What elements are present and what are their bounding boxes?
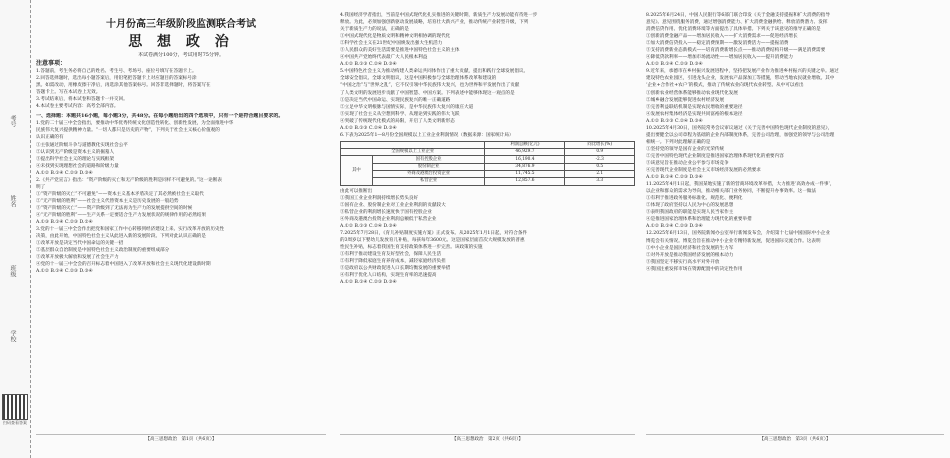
table-header-cell bbox=[341, 141, 485, 148]
table-cell: 全国规模以上工业企业 bbox=[341, 149, 485, 156]
text-line: 全球安全倡议、全球文明倡议，这是中国积极参与全球治理体系改革和建设的 bbox=[340, 76, 497, 82]
text-line: ①是决定当代中国命运、实现民族复兴的唯一正确道路 bbox=[340, 97, 451, 103]
table-group-cell: 其中 bbox=[341, 156, 373, 185]
text-line: 12.2025年6月13日，国务院新闻办公室举行新闻发布会，介绍第十七届中国国际中小企业 bbox=[646, 231, 830, 237]
text-line: ③私营企业的利润增长速度快于国有控股企业 bbox=[340, 209, 432, 215]
text-line: 认识正确的有 bbox=[36, 135, 64, 141]
table-cell: 股份制企业 bbox=[372, 163, 485, 170]
text-line: 消费信贷作用、优化消费环境等方面提出了具体举措。下列关于该意见的推导正确的是 bbox=[646, 27, 821, 33]
text-line: 4.本试卷主要考试内容：高考全部内容。 bbox=[36, 104, 119, 110]
text-line: 由此可以推断出 bbox=[340, 188, 373, 194]
qr-code-image bbox=[2, 394, 28, 420]
text-line: ④发展农村集体经济是实现共同富裕的根本途径 bbox=[646, 111, 743, 117]
text-line: ③“资产阶级的灭亡”——资产阶级到了无法再为生产力的发展提供空间的时候 bbox=[36, 205, 193, 211]
text-line: 明了 bbox=[36, 184, 46, 190]
text-line: ②完善中国特色现代企业制度是推进国家治理体系现代化的重要内容 bbox=[646, 153, 784, 159]
text-line: 6.下表为2025年1—8月份全国规模以上工业企业利润情况（数据来源：国家统计局） bbox=[340, 132, 514, 138]
text-line: A.①② B.①④ C.②③ D.③④ bbox=[646, 175, 703, 181]
table-cell: 16,190.4 bbox=[485, 156, 565, 163]
text-line: ③表明我国政府的职能是实现人民当家作主 bbox=[646, 210, 734, 216]
text-line: A.①② B.①③ C.②④ D.③④ bbox=[340, 223, 397, 229]
text-line: ④外商及港澳台投资企业利润总额低于私营企业 bbox=[340, 216, 437, 222]
text-line: “中国之治”与“世界之乱”，它不仅引领中华民族伟大复兴，也为世界和平发展作出了贡献 bbox=[340, 83, 520, 89]
table-cell: 2.1 bbox=[565, 171, 635, 178]
margin-label-name: 姓名 bbox=[9, 195, 16, 207]
text-line: 11.2025年4月1日起，我国某地实施了新的营商环境改革举措，大力推进‘高效办成一件事’， bbox=[646, 182, 835, 188]
table-cell: 11,745.5 bbox=[485, 171, 565, 178]
text-line: 决策，由此开始，中国特色社会主义从此进入新的发展阶段。下列对此认识正确的是 bbox=[36, 234, 206, 240]
notice-list bbox=[36, 68, 326, 110]
text-line: 释放。为此，必须加强创新驱动发展战略，培育壮大新兴产业，推动传统产业转型升级，下列 bbox=[340, 20, 529, 26]
text-line: 1.党的二十届三中全会指出，要推动中华优秀传统文化创造性转化、创新性发展，为全面推进中华 bbox=[36, 121, 234, 127]
margin-label-id: 考号 bbox=[9, 115, 16, 127]
text-line: 3.党的十一届三中全会作出把党和国家工作中心转移到经济建设上来、实行改革开放的历史性 bbox=[36, 227, 225, 233]
margin-label-class: 班级 bbox=[9, 265, 16, 277]
table-header-cell: 利润总额(亿元) bbox=[485, 141, 565, 148]
text-line: ①有利于推动建设生育友好型社会，保障人民生活 bbox=[340, 252, 442, 258]
text-line: ④中国共产党始终代表最广大人民根本利益 bbox=[340, 55, 428, 61]
text-line: 关于新质生产力的说法，正确的是 bbox=[340, 27, 409, 33]
page-footer: 【高三思想政治 第1页（共6页）】 bbox=[36, 434, 326, 444]
text-line: A.①② B.①④ C.②③ D.③④ bbox=[36, 269, 93, 275]
table-cell: 0.9 bbox=[565, 149, 635, 156]
text-line: ④完善现代企业制度是社会主义市场经济发展的必然要求 bbox=[646, 168, 761, 174]
text-line: ②体现了政府坚持以人民为中心的发展思想 bbox=[646, 203, 734, 209]
section-heading: 一、选择题：本题共16小题，每小题3分，共48分。在每小题给出的四个选项中，只有一个是符合题目要求的。 bbox=[36, 113, 284, 120]
text-line: ‘企业+合作社+农户’的模式，推动了传统农业向现代农业转型。从中可以看出 bbox=[646, 83, 804, 89]
text-line: ①“资产阶级的灭亡”不可避免”——资本主义基本矛盾决定了其必然被社会主义取代 bbox=[36, 191, 204, 197]
qr-caption: 扫码查看答案 bbox=[3, 420, 27, 425]
text-line: 博览会有关情况。博览会旨在推动中小企业专精特新发展，促进国际交流合作。这表明 bbox=[646, 238, 821, 244]
text-line: ③我国坚定不移实行高水平对外开放 bbox=[646, 259, 720, 265]
text-line: ③改革开放极大解放和发展了社会生产力 bbox=[36, 255, 119, 261]
text-line: ④未找到实现理想社会的道路和阶级力量 bbox=[36, 163, 119, 169]
text-line: A.①② B.①④ C.②③ D.③④ bbox=[646, 224, 703, 230]
text-line: 10.2025年4月30日，国务院常务会议审议通过《关于完善中国特色现代企业制度的意见》， bbox=[646, 125, 833, 131]
text-line: 9.近年来，承德市在乡村振兴发展进程中，坚持把发展产业作为推进乡村振兴的关键之举。通过 bbox=[646, 69, 839, 75]
text-line: ③提出科学社会主义的理论与实践框架 bbox=[36, 156, 115, 162]
text-line: 民族伟大复兴提供精神力量。“一切人都只是历史的产物”，下列关于社会主义核心价值观的 bbox=[36, 128, 220, 134]
text-line: ④突破了传统现代化模式的局限，开启了人类文明新形态 bbox=[340, 118, 455, 124]
table-cell: 3.3 bbox=[565, 178, 635, 185]
table-cell: 34,876.9 bbox=[485, 163, 565, 170]
text-line: 性民生补贴，标志着我国生育支持政策体系进一步完善。该政策的实施 bbox=[340, 245, 483, 250]
text-line: ①创新消费金融产品——增加居民收入——扩大消费需求——促进经济增长 bbox=[646, 34, 798, 40]
exam-title: 十月份高三年级阶段监测联合考试 bbox=[106, 19, 256, 30]
text-line: 5.中国特色社会主义为推动构建人类命运共同体作出了重大贡献，提出和践行全球发展倡议、 bbox=[340, 69, 529, 75]
text-line: ②基层群众自治制度是中国特色社会主义政治制度的重要组成部分 bbox=[36, 248, 170, 254]
text-line: ④有利于优化人口结构，实现生育率的迅速提高 bbox=[340, 273, 437, 279]
text-line: 的3周岁以下婴幼儿发放育儿补贴，每孩每年3600元。这是国家层面首次大规模发放的普惠 bbox=[340, 237, 525, 243]
text-line: 2.《共产党宣言》指出：“资产阶级的灭亡和无产阶级的胜利是同样不可避免的。”这一论断表 bbox=[36, 177, 222, 183]
text-line: 4.我国经济学者指出，当前是中国式现代化扎实推进的关键时期，新质生产力发展动能有待进一步 bbox=[340, 13, 538, 18]
text-line: ③该意见旨在推动企业公平参与市场竞争 bbox=[646, 160, 729, 166]
subject-title: 思 想 政 治 bbox=[128, 34, 234, 50]
question-text bbox=[340, 188, 635, 287]
page-2 bbox=[340, 12, 635, 444]
question-text bbox=[646, 12, 944, 273]
text-line: 7.2025年7月28日，《育儿补贴制度实施方案》正式发布。从2025年1月1日起，对符合条件 bbox=[340, 230, 528, 236]
text-line: ②国有企业、股份制企业对工业企业利润的贡献较大 bbox=[340, 202, 446, 208]
text-line: 2.回答选择题时，选出每小题答案后，用铅笔把答题卡上对应题目的答案标号涂 bbox=[36, 76, 197, 82]
text-line: ②立足中华文明根脉与国情实际，是中华民族伟大复兴的康庄大道 bbox=[340, 104, 474, 110]
table-header-cell: 同比增长(%) bbox=[565, 141, 635, 148]
page-3 bbox=[646, 12, 944, 444]
text-line: ④“无产阶级的胜利”——生产关系一定要适合生产力发展状况的规律作用的必然结果 bbox=[36, 212, 207, 218]
text-line: ③人民群众的美好生活需要是推进中国特色社会主义的主体 bbox=[340, 48, 460, 54]
table-cell: 0.5 bbox=[565, 163, 635, 170]
table-cell: 12,857.6 bbox=[485, 178, 565, 185]
text-line: 了人类文明的发展进步贡献了中国智慧、中国方案。下列表述中能够体现这一观点的是 bbox=[340, 90, 515, 96]
text-line: ②对外开放是推动我国经济发展的根本动力 bbox=[646, 252, 734, 258]
text-line: ②科学社会主义在21世纪中国焕发出强大生机活力 bbox=[340, 41, 443, 47]
table-cell: 外商及港澳台投资企业 bbox=[372, 171, 485, 178]
margin-label-school: 学校 bbox=[9, 330, 16, 342]
table-cell: -2.3 bbox=[565, 156, 635, 163]
text-line: 黑。如需改动，用橡皮擦干净后，再选涂其他答案标号。回答非选择题时，将答案写在 bbox=[36, 83, 211, 89]
text-line: ②“无产阶级的胜利”——社会主义代替资本主义是历史发展的一般趋势 bbox=[36, 198, 179, 204]
text-line: ③完善利益联结机制是实现农民增收的重要途径 bbox=[646, 104, 743, 110]
text-line: ④是推进国家治理体系和治理能力现代化的重要举措 bbox=[646, 217, 752, 223]
text-line: ③实现了社会主义从空想到科学、从理论到实践的伟大飞跃 bbox=[340, 111, 460, 117]
table-cell: 国有控股企业 bbox=[372, 156, 485, 163]
text-line: 1.答题前，考生务必将自己的姓名、考生号、考场号、座位号填写在答题卡上。 bbox=[36, 69, 197, 75]
text-line: ①改革开放是决定当代中国命运的关键一招 bbox=[36, 241, 124, 247]
exam-info: 本试卷满分100分，考试用时75分钟。 bbox=[138, 52, 224, 58]
text-line: 意见》。意见围绕服务消费，通过增强消费能力、扩大消费金融供给、释放消费潜力、发挥 bbox=[646, 20, 828, 26]
text-line: 8.2025年6月24日，中国人民银行等6部门联合印发《关于金融支持提振和扩大消费的指导 bbox=[646, 13, 830, 18]
question-text bbox=[340, 12, 635, 139]
text-line: ③支持消费新业态新模式——培育消费新增长点——推动消费结构升级——满足消费需要 bbox=[646, 48, 826, 54]
table-cell: 私营企业 bbox=[372, 178, 485, 185]
text-line: ②认识到无产阶级是资本主义的掘墓人 bbox=[36, 149, 115, 155]
text-line: 以企业和群众的需求为导向，推动相关部门业务协同，不断提升办事效率。这一做法 bbox=[646, 189, 816, 195]
text-line: 答题卡上。写在本试卷上无效。 bbox=[36, 90, 101, 96]
text-line: A.①② B.①④ C.②③ D.③④ bbox=[36, 170, 93, 176]
text-line: ④降低贷款利率——增加市场流动性——增加居民收入——提升消费能力 bbox=[646, 55, 794, 61]
profit-table bbox=[340, 141, 635, 186]
text-line: ①有利于推进政务服务标准化、规范化、便利化 bbox=[646, 196, 743, 202]
text-line: ③是政府以公共财政促进人口长期均衡发展的重要举措 bbox=[340, 266, 451, 272]
text-line: ①我国工业企业利润持续增长势头良好 bbox=[340, 195, 419, 201]
page-footer: 【高三思想政治 第3页（共6页）】 bbox=[646, 434, 944, 444]
text-line: A.①② B.①④ C.②③ D.③④ bbox=[340, 280, 397, 286]
text-line: 3.考试结束后，将本试卷和答题卡一并交回。 bbox=[36, 97, 128, 103]
text-line: 相统一。下列对此理解正确的是 bbox=[646, 139, 711, 145]
text-line: A.①③ B.①④ C.②③ D.②④ bbox=[36, 220, 93, 226]
text-line: ④党的十一届三中全会的召开标志着中国进入了改革开放和社会主义现代化建设新时期 bbox=[36, 262, 211, 268]
text-line: A.①② B.①③ C.②④ D.③④ bbox=[340, 62, 397, 68]
text-line: ①中小企业是国民经济和社会发展的生力军 bbox=[646, 245, 734, 251]
text-line: 建设特色农业园区，引进龙头企业，发展农产品深加工等措施，带动当地农民就业增收。其中 bbox=[646, 76, 835, 82]
page-1 bbox=[36, 12, 326, 444]
question-text bbox=[36, 120, 326, 275]
table-cell: 46,929.7 bbox=[485, 149, 565, 156]
text-line: A.①② B.①③ C.②④ D.③④ bbox=[340, 125, 397, 131]
text-line: ①主张通过阶级斗争与道德教化实现社会公平 bbox=[36, 142, 128, 148]
text-line: ②有利于降低家庭生育养育成本，减轻家庭经济负担 bbox=[340, 259, 446, 265]
binding-margin bbox=[0, 0, 31, 458]
text-line: ②加大消费信贷投入——稳定消费预期——激发消费活力——提振消费 bbox=[646, 41, 789, 47]
text-line: A.①② B.①④ C.②③ D.③④ bbox=[646, 62, 703, 68]
text-line: A.①② B.①③ C.②④ D.③④ bbox=[646, 118, 703, 124]
text-line: ①中国式现代化是物质文明和精神文明相协调的现代化 bbox=[340, 34, 451, 40]
text-line: ④我国注重发挥市场在资源配置中的决定性作用 bbox=[646, 266, 743, 272]
text-line: ②城乡融合发展能够促进农村经济发展 bbox=[646, 97, 725, 103]
text-line: ①创新农业经营体系能够推动农业现代化发展 bbox=[646, 90, 738, 96]
notice-heading: 注意事项： bbox=[36, 60, 67, 68]
text-line: ①坚持党的领导是国有企业的光荣传统 bbox=[646, 146, 725, 152]
text-line: 提出要健全以公司章程为基础的企业内部制度体系，完善公司治理，加强党的领导与公司治理 bbox=[646, 132, 835, 138]
page-footer: 【高三思想政治 第2页（共6页）】 bbox=[340, 434, 635, 444]
